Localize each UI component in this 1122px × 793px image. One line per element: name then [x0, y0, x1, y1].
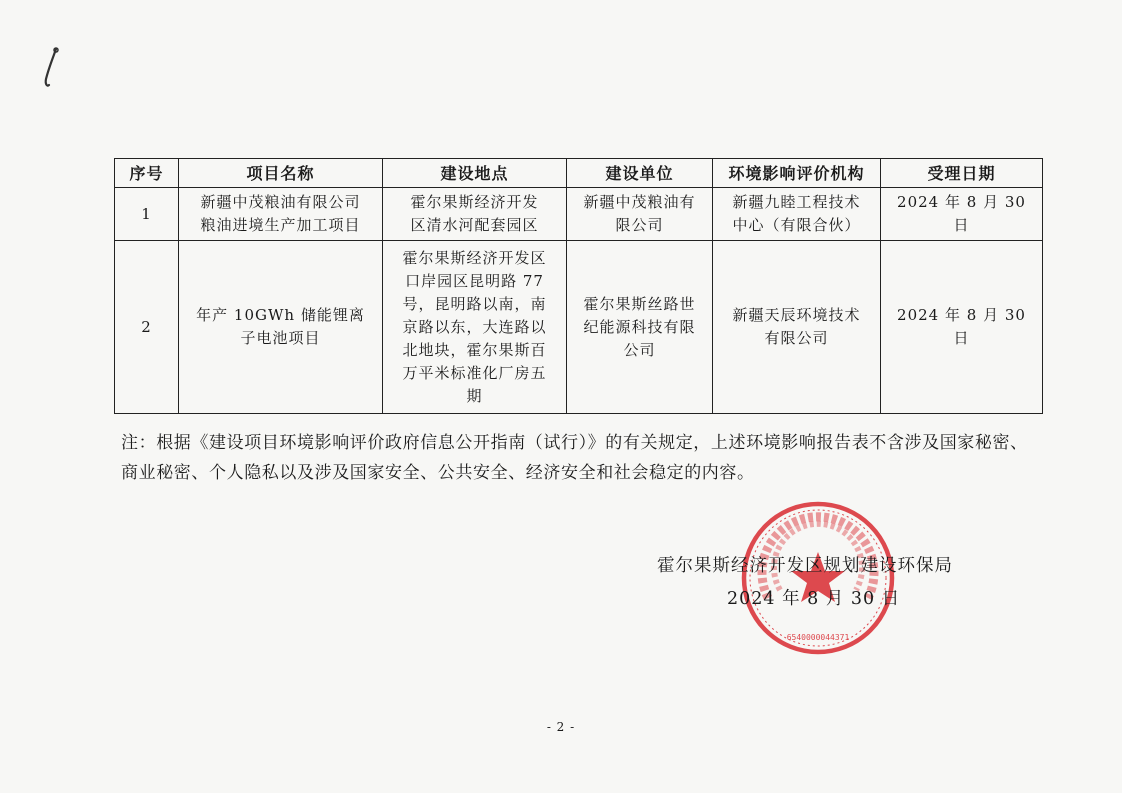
header-no: 序号: [115, 159, 179, 188]
header-location: 建设地点: [383, 159, 567, 188]
table-row: [115, 188, 1043, 241]
cell-line: 口岸园区昆明路 77: [405, 271, 544, 290]
cell-line: 有限公司: [764, 329, 829, 347]
cell-line: 中心（有限合伙）: [732, 216, 861, 234]
cell-line: 年产 10GWh 储能锂离: [196, 306, 365, 324]
cell-project-name: [179, 188, 383, 241]
cell-line: 新疆中茂粮油有: [583, 193, 696, 211]
cell-eia-agency: [713, 188, 881, 241]
cell-line: 限公司: [615, 216, 664, 234]
table-header-row: [115, 159, 1043, 188]
seal-number: 6540000044371: [786, 633, 850, 642]
cell-no: 2: [115, 241, 179, 414]
issuing-authority: 霍尔果斯经济开发区规划建设环保局: [657, 556, 953, 576]
header-construction-unit: 建设单位: [567, 159, 713, 188]
cell-eia-agency: [713, 241, 881, 414]
footnote: 注：根据《建设项目环境影响评价政府信息公开指南（试行）》的有关规定，上述环境影响报告表不含涉及国家秘密、商业秘密、个人隐私以及涉及国家安全、公共安全、经济安全和社会稳定的内容。: [121, 433, 1028, 483]
cell-line: 霍尔果斯丝路世: [583, 294, 696, 313]
cell-line: 新疆天辰环境技术: [732, 306, 861, 324]
cell-location: [383, 188, 567, 241]
cell-line: 霍尔果斯经济开发: [410, 193, 539, 211]
issue-date: 2024 年 8 月 30 日: [727, 589, 901, 609]
cell-line: 公司: [623, 340, 656, 359]
cell-line: 粮油进境生产加工项目: [200, 216, 361, 234]
header-project-name: 项目名称: [179, 159, 383, 188]
page-number: - 2 -: [546, 720, 576, 734]
handwritten-mark: [40, 45, 62, 91]
cell-no: 1: [115, 188, 179, 241]
cell-line: 京路以东，大连路以: [402, 317, 547, 336]
cell-line: 霍尔果斯经济开发区: [402, 248, 547, 267]
cell-line: 万平米标准化厂房五: [402, 363, 547, 382]
cell-line: 子电池项目: [240, 329, 321, 347]
cell-construction-unit: [567, 188, 713, 241]
cell-accept-date: 2024 年 8 月 30 日: [881, 188, 1043, 241]
cell-line: 期: [466, 386, 483, 405]
cell-construction-unit: [567, 241, 713, 414]
cell-line: 号，昆明路以南，南: [402, 294, 547, 313]
cell-location: [383, 241, 567, 414]
cell-line: 纪能源科技有限: [583, 317, 696, 336]
cell-accept-date: 2024 年 8 月 30 日: [881, 241, 1043, 414]
header-eia-agency: 环境影响评价机构: [713, 159, 881, 188]
cell-line: 新疆中茂粮油有限公司: [200, 193, 361, 211]
cell-line: 区清水河配套园区: [410, 216, 539, 234]
table-row: [115, 241, 1043, 414]
header-accept-date: 受理日期: [881, 159, 1043, 188]
official-seal: [738, 498, 898, 658]
project-table: [114, 158, 1043, 414]
cell-line: 北地块，霍尔果斯百: [402, 340, 547, 359]
cell-line: 新疆九睦工程技术: [732, 193, 861, 211]
cell-project-name: [179, 241, 383, 414]
